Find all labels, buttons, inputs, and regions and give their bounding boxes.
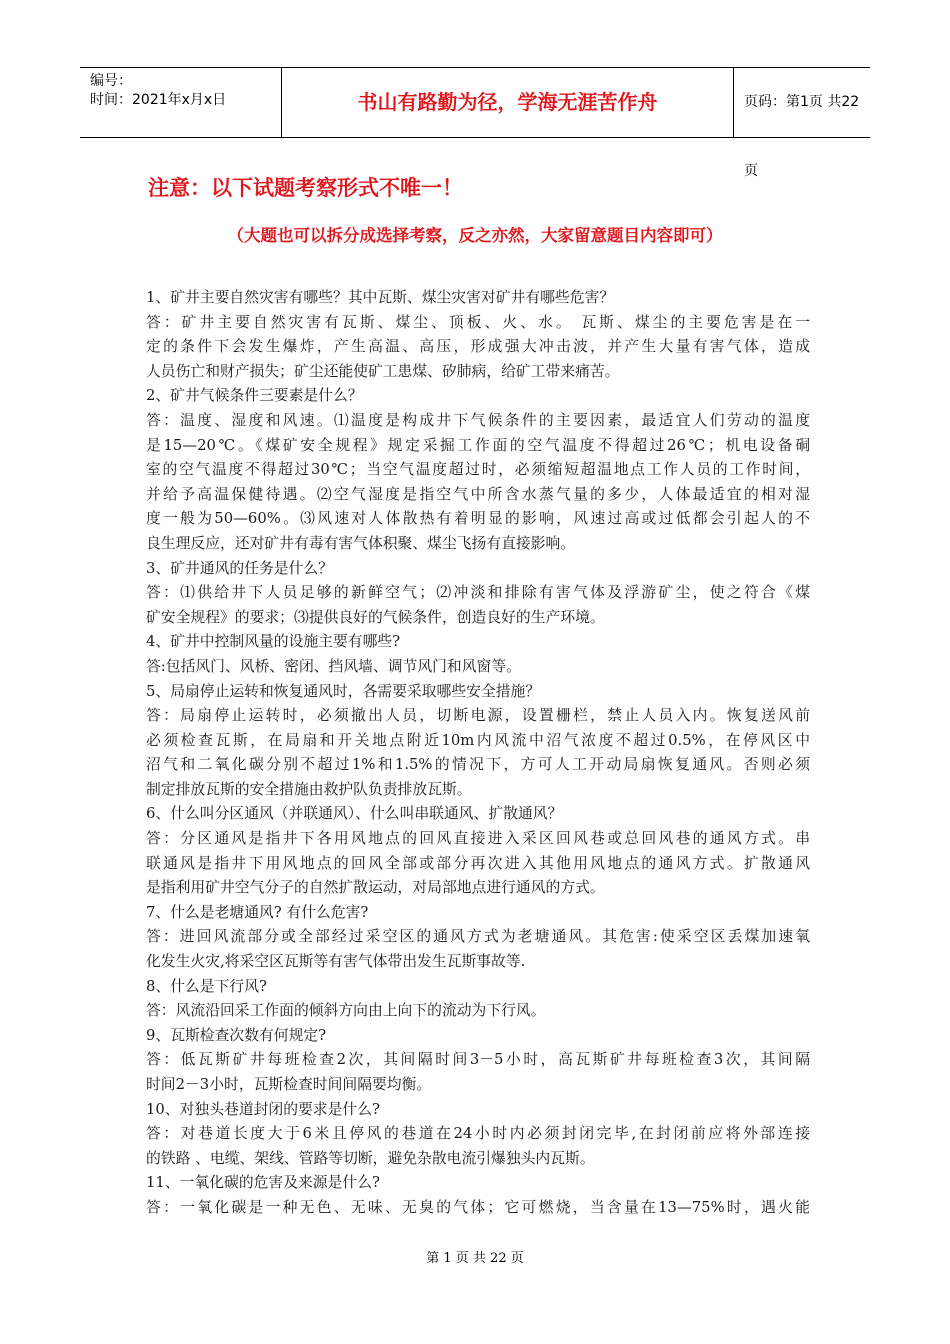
notice-subtitle: （大题也可以拆分成选择考察，反之亦然，大家留意题目内容即可） xyxy=(227,226,723,245)
text-line: 9、瓦斯检查次数有何规定? xyxy=(146,1026,327,1044)
text-line: 沼气和二氧化碳分别不超过1%和1.5%的情况下，方可人工开动局扇恢复通风。否则必须 xyxy=(146,756,810,774)
document-number-label: 编号： xyxy=(90,73,132,89)
text-line: 必须检查瓦斯，在局扇和开关地点附近10m内风流中沼气浓度不超过0.5%，在停风区中 xyxy=(146,731,810,749)
page-footer: 第 1 页 共 22 页 xyxy=(426,1251,524,1266)
text-line: 答：温度、湿度和风速。⑴温度是构成井下气候条件的主要因素，最适宜人们劳动的温度 xyxy=(146,411,810,429)
text-line: 答：对巷道长度大于6米且停风的巷道在24小时内必须封闭完毕,在封闭前应将外部连接 xyxy=(146,1125,810,1143)
text-line: 的铁路 、电缆、架线、管路等切断，避免杂散电流引爆独头内瓦斯。 xyxy=(146,1149,595,1167)
text-line: 制定排放瓦斯的安全措施由救护队负责排放瓦斯。 xyxy=(146,780,472,798)
text-line: 2、矿井气候条件三要素是什么？ xyxy=(146,387,363,405)
text-line: 10、对独头巷道封闭的要求是什么? xyxy=(146,1100,380,1118)
text-line: 答：矿井主要自然灾害有瓦斯、煤尘、顶板、火、水。 瓦斯、煤尘的主要危害是在一 xyxy=(146,313,810,331)
text-line: 1、矿井主要自然灾害有哪些？其中瓦斯、煤尘灾害对矿井有哪些危害？ xyxy=(146,289,615,306)
text-line: 7、什么是老塘通风? 有什么危害? xyxy=(146,903,369,921)
text-line: 答：局扇停止运转时，必须撤出人员，切断电源，设置栅栏，禁止人员入内。恢复送风前 xyxy=(146,707,810,725)
document-date: 时间：2021年x月x日 xyxy=(90,92,227,108)
text-line: 3、矿井通风的任务是什么？ xyxy=(146,559,333,577)
text-line: 答：风流沿回采工作面的倾斜方向由上向下的流动为下行风。 xyxy=(146,1002,546,1020)
text-line: 良生理反应，还对矿井有毒有害气体积聚、煤尘飞扬有直接影响。 xyxy=(146,534,576,552)
text-line: 5、局扇停止运转和恢复通风时，各需要采取哪些安全措施？ xyxy=(146,682,541,700)
notice-title: 注意：以下试题考察形式不唯一！ xyxy=(148,176,463,200)
text-line: 答:包括风门、风桥、密闭、挡风墙、调节风门和风窗等。 xyxy=(146,657,521,675)
text-line: 答：低瓦斯矿井每班检查2次，其间隔时间3－5小时，高瓦斯矿井每班检查3次，其间隔 xyxy=(146,1051,810,1069)
text-line: 答：分区通风是指井下各用风地点的回风直接进入采区回风巷或总回风巷的通风方式。串 xyxy=(146,830,810,848)
text-line: 答：一氧化碳是一种无色、无味、无臭的气体；它可燃烧，当含量在13—75%时，遇火能 xyxy=(146,1198,810,1216)
text-line: 化发生火灾,将采空区瓦斯等有害气体带出发生瓦斯事故等. xyxy=(146,953,526,971)
text-line: 室的空气温度不得超过30℃；当空气温度超过时，必须缩短超温地点工作人员的工作时间， xyxy=(146,461,810,479)
text-line: 答：⑴供给井下人员足够的新鲜空气；⑵冲淡和排除有害气体及浮游矿尘，使之符合《煤 xyxy=(146,584,810,602)
text-line: 联通风是指井下用风地点的回风全部或部分再次进入其他用风地点的通风方式。扩散通风 xyxy=(146,854,810,872)
text-line: 并给予高温保健待遇。⑵空气湿度是指空气中所含水蒸气量的多少，人体最适宜的相对湿 xyxy=(146,485,810,503)
header-motto: 书山有路勤为径，学海无涯苦作舟 xyxy=(282,68,734,137)
text-line: 人员伤亡和财产损失；矿尘还能使矿工患煤、矽肺病，给矿工带来痛苦。 xyxy=(146,362,620,380)
text-line: 答：进回风流部分或全部经过采空区的通风方式为老塘通风。其危害:使采空区丢煤加速氧 xyxy=(146,928,810,946)
header-meta xyxy=(80,68,282,137)
document-body xyxy=(146,286,810,1221)
text-line: 时间2－3小时，瓦斯检查时间间隔要均衡。 xyxy=(146,1076,432,1093)
text-line: 8、什么是下行风? xyxy=(146,977,267,995)
text-line: 度一般为50—60%。⑶风速对人体散热有着明显的影响，风速过高或过低都会引起人的不 xyxy=(146,510,810,528)
text-line: 定的条件下会发生爆炸，产生高温、高压，形成强大冲击波，并产生大量有害气体，造成 xyxy=(146,338,810,356)
page-header xyxy=(80,67,870,179)
text-line: 11、一氧化碳的危害及来源是什么? xyxy=(146,1174,380,1192)
text-line: 是15—20℃。《煤矿安全规程》规定采掘工作面的空气温度不得超过26℃；机电设备硐 xyxy=(146,436,810,454)
text-line: 6、什么叫分区通风（并联通风）、什么叫串联通风、扩散通风？ xyxy=(146,805,563,823)
text-line: 矿安全规程》的要求；⑶提供良好的气候条件，创造良好的生产环境。 xyxy=(146,608,605,626)
text-line: 是指利用矿井空气分子的自然扩散运动，对局部地点进行通风的方式。 xyxy=(146,879,605,897)
text-line: 4、矿井中控制风量的设施主要有哪些? xyxy=(146,633,401,651)
header-page-info: 页码：第1页 共22页 xyxy=(744,94,860,179)
